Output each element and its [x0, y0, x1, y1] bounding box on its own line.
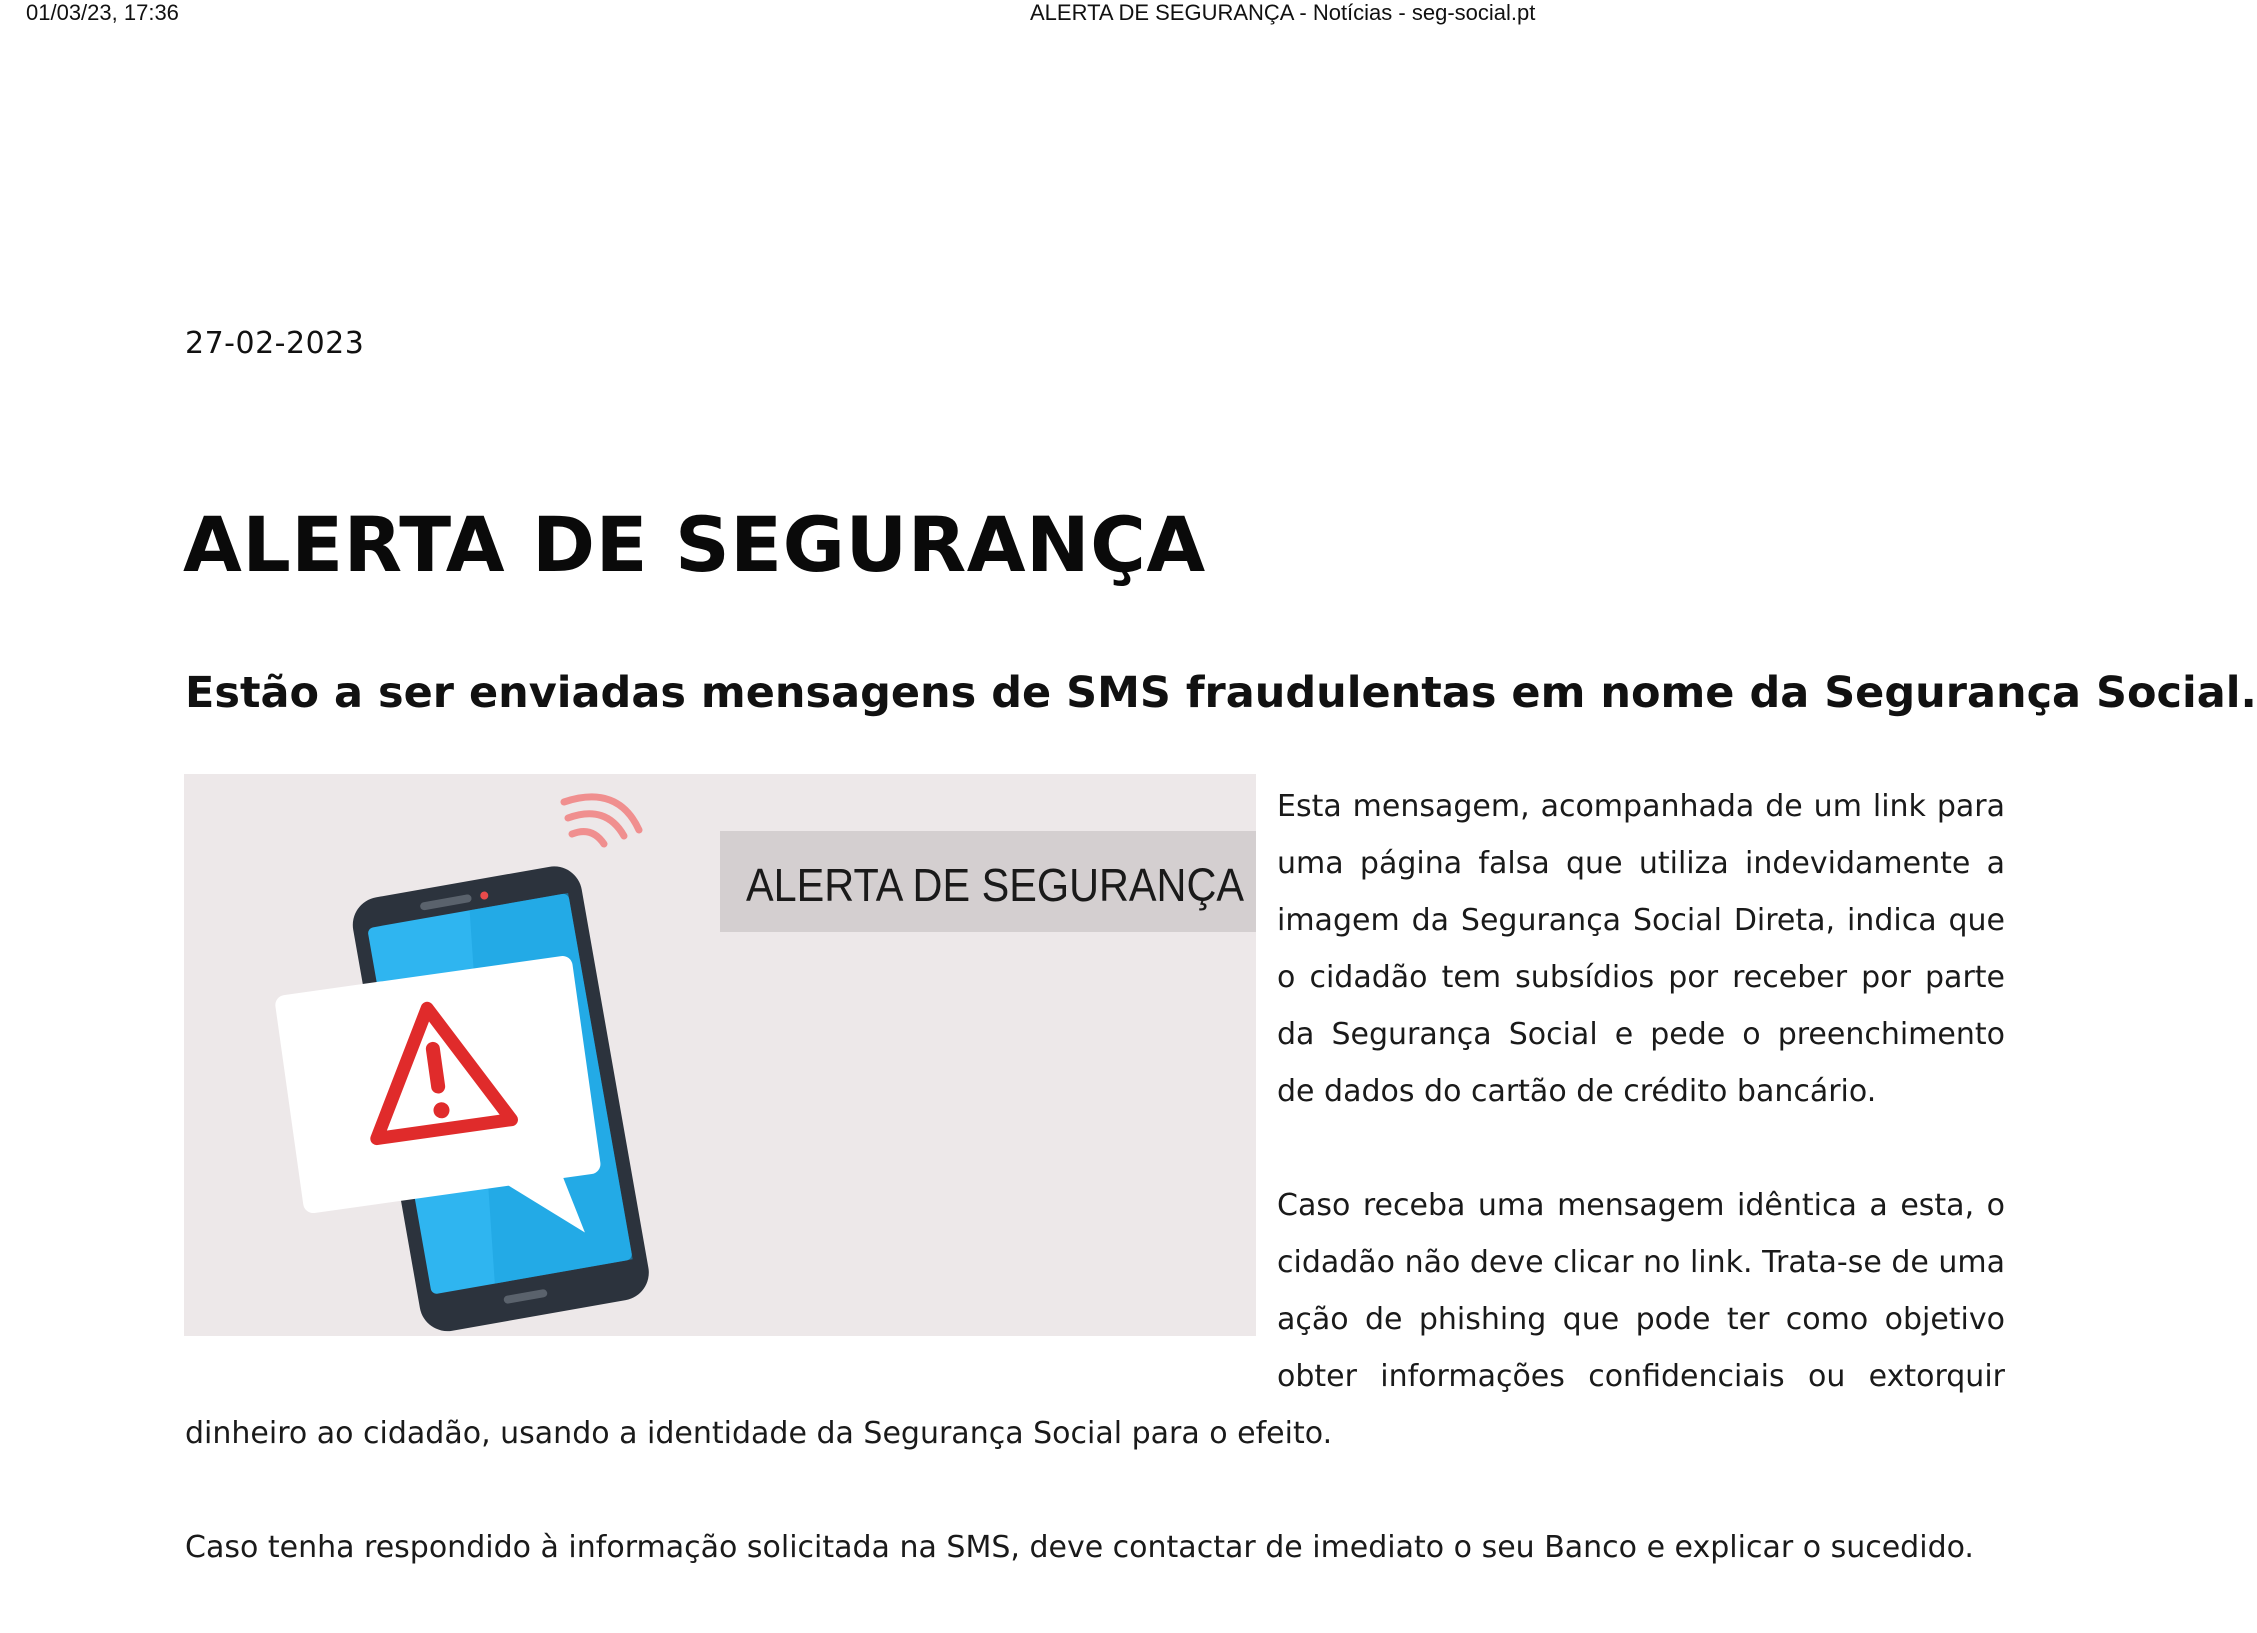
article-body [185, 778, 2005, 1633]
article-date: 27-02-2023 [185, 326, 365, 361]
article-paragraph: Caso receba uma mensagem idêntica a esta, o cidadão não deve clicar no link. Trata-se de uma ação de phishing que pode ter como objetivo obter informações confidenciais ou extorquir dinheiro ao cidadão, usando a identidade da Segurança Social para o efeito. [185, 1188, 2005, 1451]
alert-banner-text: ALERTA DE SEGURANÇA [746, 859, 1245, 911]
article-paragraph: Esta mensagem, acompanhada de um link para uma página falsa que utiliza indevidamente a imagem da Segurança Social Direta, indica que o cidadão tem subsídios por receber por parte da Segurança Social e pede o preenchimento de dados do cartão de crédito bancário. [1277, 789, 2005, 1109]
article-title: ALERTA DE SEGURANÇA [183, 500, 1206, 589]
article-subtitle: Estão a ser enviadas mensagens de SMS fraudulentas em nome da Segurança Social. [185, 668, 2257, 718]
print-timestamp: 01/03/23, 17:36 [26, 0, 179, 25]
image-float-spacer [185, 778, 1277, 1402]
print-page-title: ALERTA DE SEGURANÇA - Notícias - seg-social.pt [1030, 0, 1536, 25]
article-paragraph: Caso tenha respondido à informação solicitada na SMS, deve contactar de imediato o seu Banco e explicar o sucedido. [185, 1530, 1974, 1565]
print-header [0, 0, 2048, 34]
